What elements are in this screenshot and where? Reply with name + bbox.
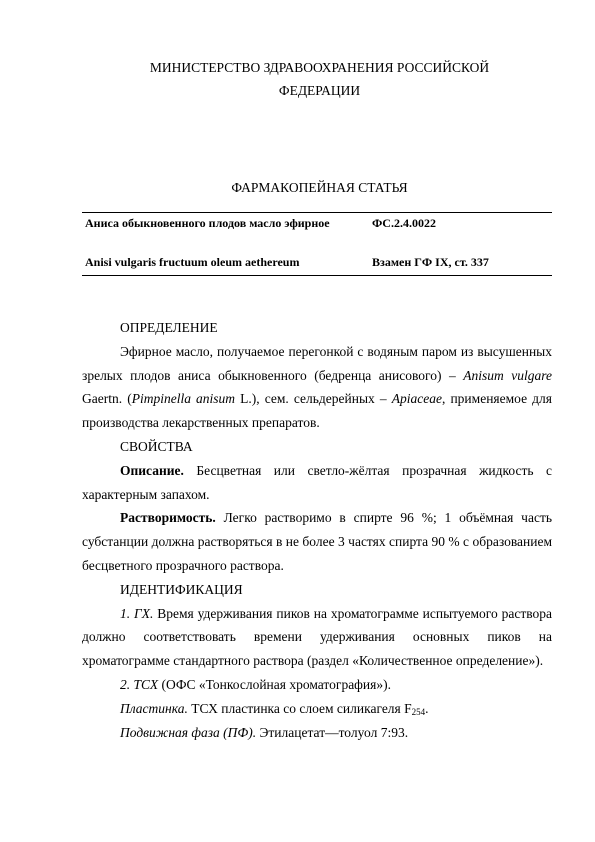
monograph-code: ФС.2.4.0022 bbox=[372, 216, 436, 230]
mobile-phase-paragraph: Подвижная фаза (ПФ). Этилацетат—толуол 7:93. bbox=[120, 724, 409, 740]
document-type-title: ФАРМАКОПЕЙНАЯ СТАТЬЯ bbox=[231, 180, 408, 195]
family-name: Apiaceae bbox=[391, 391, 442, 407]
mobile-phase-label: Подвижная фаза (ПФ). bbox=[120, 724, 257, 740]
monograph-name-lat: Anisi vulgaris fructuum oleum aethereum bbox=[85, 255, 300, 269]
description-paragraph: Описание. Бесцветная или светло-жёлтая прозрачная жидкость с характерным запахом. bbox=[82, 462, 552, 502]
tlc-paragraph: 2. ТСХ (ОФС «Тонкослойная хроматография»). bbox=[120, 676, 391, 692]
properties-heading: СВОЙСТВА bbox=[120, 438, 193, 454]
species-name-1: Anisum vulgare bbox=[463, 367, 552, 383]
tlc-label: 2. ТСХ bbox=[120, 676, 159, 692]
ministry-line-1: МИНИСТЕРСТВО ЗДРАВООХРАНЕНИЯ РОССИЙСКОЙ bbox=[149, 60, 490, 75]
plate-label: Пластинка. bbox=[120, 700, 188, 716]
gc-label: 1. ГХ. bbox=[120, 605, 154, 621]
gc-paragraph: 1. ГХ. Время удерживания пиков на хроматограмме испытуемого раствора должно соответствовать времени удерживания основных пиков на хроматограмме стандартного раствора (раздел «Количественное определение»). bbox=[82, 605, 552, 669]
ministry-header bbox=[82, 56, 557, 102]
identification-heading: ИДЕНТИФИКАЦИЯ bbox=[120, 581, 243, 597]
bottom-rule bbox=[82, 275, 552, 276]
replaces-note: Взамен ГФ IX, ст. 337 bbox=[372, 255, 489, 269]
solubility-label: Растворимость. bbox=[120, 510, 216, 526]
species-name-2: Pimpinella anisum bbox=[131, 391, 236, 407]
solubility-paragraph: Растворимость. Легко растворимо в спирте 96 %; 1 объёмная часть субстанции должна растворяться в не более 3 частях спирта 90 % с образованием бесцветного прозрачного раствора. bbox=[82, 510, 552, 573]
plate-paragraph: Пластинка. ТСХ пластинка со слоем силикагеля $F_{254}$. bbox=[120, 700, 429, 717]
ministry-line-2: ФЕДЕРАЦИИ bbox=[278, 83, 361, 98]
definition-heading: ОПРЕДЕЛЕНИЕ bbox=[120, 320, 218, 335]
description-label: Описание. bbox=[120, 462, 184, 478]
monograph-body bbox=[82, 316, 552, 744]
monograph-name-ru: Аниса обыкновенного плодов масло эфирное bbox=[85, 216, 330, 230]
definition-paragraph: Эфирное масло, получаемое перегонкой с водяным паром из высушенных зрелых плодов аниса обыкновенного (бедренца анисового) – Anisum vulgare Gaertn. (Pimpinella anisum L.), сем. сельдерейных – Apiaceae, применяемое для производства лекарственных препаратов. bbox=[82, 343, 552, 431]
top-rule bbox=[82, 212, 552, 213]
